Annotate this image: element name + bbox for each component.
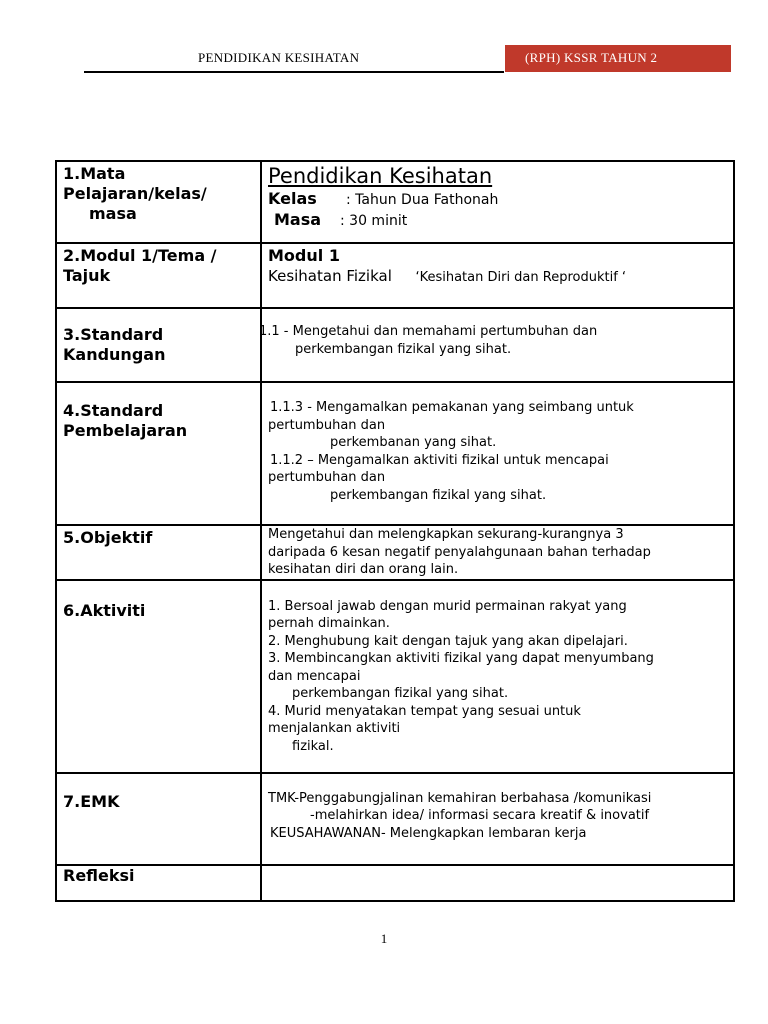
modul-title: Modul 1 — [268, 246, 340, 265]
text-line: pernah dimainkan. — [268, 616, 390, 631]
label-cell — [56, 773, 261, 865]
masa-value: : 30 minit — [340, 213, 408, 229]
content-cell — [261, 382, 734, 525]
modul-theme: Kesihatan Fizikal — [268, 267, 392, 285]
masa-key: Masa — [274, 210, 322, 229]
text-line: 1.1.2 – Mengamalkan aktiviti fizikal untuk mencapai — [270, 452, 609, 468]
content-cell — [261, 525, 734, 580]
row-label: 5.Objektif — [63, 528, 153, 547]
text-line: 4. Murid menyatakan tempat yang sesuai untuk — [268, 703, 581, 719]
text-line: dan mencapai — [268, 668, 361, 684]
header-rule — [84, 71, 504, 73]
text-line: perkembangan fizikal yang sihat. — [330, 487, 547, 503]
text-line: fizikal. — [292, 738, 334, 754]
label-cell — [56, 161, 261, 243]
content-cell — [261, 308, 734, 382]
text-line: Mengetahui dan melengkapkan sekurang-kurangnya 3 — [268, 527, 624, 542]
content-cell — [261, 161, 734, 243]
content-cell — [261, 580, 734, 773]
content-cell — [261, 243, 734, 308]
row-label: Kandungan — [63, 345, 166, 364]
text-line: TMK-Penggabungjalinan kemahiran berbahasa /komunikasi — [268, 790, 652, 806]
row-label: Tajuk — [63, 266, 111, 285]
text-line: 2. Menghubung kait dengan tajuk yang akan dipelajari. — [268, 633, 628, 649]
label-cell — [56, 525, 261, 580]
document-header-badge: (RPH) KSSR TAHUN 2 — [505, 45, 731, 72]
content-cell — [261, 773, 734, 865]
row-label: 4.Standard — [63, 401, 164, 420]
text-line: -melahirkan idea/ informasi secara kreatif & inovatif — [310, 808, 650, 823]
row-label: masa — [89, 204, 137, 223]
text-line: kesihatan diri dan orang lain. — [268, 562, 459, 577]
row-label: 1.Mata — [63, 164, 126, 183]
lesson-plan-table — [55, 160, 735, 902]
row-label: 6.Aktiviti — [63, 600, 146, 620]
label-cell — [56, 865, 261, 901]
text-line: perkembangan fizikal yang sihat. — [295, 341, 512, 357]
label-cell — [56, 382, 261, 525]
row-label: Pembelajaran — [63, 421, 188, 440]
text-line: KEUSAHAWANAN- Melengkapkan lembaran kerja — [270, 825, 587, 841]
text-line: 1.1.3 - Mengamalkan pemakanan yang seimbang untuk — [270, 400, 634, 415]
text-line: daripada 6 kesan negatif penyalahgunaan bahan terhadap — [268, 544, 651, 560]
label-cell — [56, 308, 261, 382]
row-label: Pelajaran/kelas/ — [63, 184, 207, 203]
document-header-title: PENDIDIKAN KESIHATAN — [198, 50, 360, 65]
text-line: pertumbuhan dan — [268, 470, 386, 485]
text-line: perkembangan fizikal yang sihat. — [292, 686, 509, 701]
text-line: 1.1 - Mengetahui dan memahami pertumbuhan dan — [259, 324, 598, 339]
page-number: 1 — [380, 931, 388, 946]
text-line: 1. Bersoal jawab dengan murid permainan rakyat yang — [268, 598, 627, 614]
text-line: perkembanan yang sihat. — [330, 435, 497, 450]
text-line: pertumbuhan dan — [268, 417, 386, 433]
row-label: 2.Modul 1/Tema / — [63, 246, 217, 265]
subject-title: Pendidikan Kesihatan — [268, 164, 493, 188]
row-label: Refleksi — [63, 865, 135, 885]
row-emk — [56, 773, 734, 865]
row-refleksi — [56, 865, 734, 901]
text-line: 3. Membincangkan aktiviti fizikal yang dapat menyumbang — [268, 651, 654, 666]
label-cell — [56, 243, 261, 308]
text-line: menjalankan aktiviti — [268, 721, 401, 736]
row-label: 3.Standard — [63, 325, 164, 344]
modul-topic: ‘Kesihatan Diri dan Reproduktif ‘ — [415, 270, 627, 285]
row-modul — [56, 243, 734, 308]
row-standard-kandungan — [56, 308, 734, 382]
row-standard-pembelajaran — [56, 382, 734, 525]
row-mata-pelajaran — [56, 161, 734, 243]
row-aktiviti — [56, 580, 734, 773]
kelas-key: Kelas — [268, 189, 317, 208]
kelas-value: : Tahun Dua Fathonah — [346, 192, 499, 208]
label-cell — [56, 580, 261, 773]
row-label: 7.EMK — [63, 791, 120, 811]
row-objektif — [56, 525, 734, 580]
content-cell — [261, 865, 734, 901]
